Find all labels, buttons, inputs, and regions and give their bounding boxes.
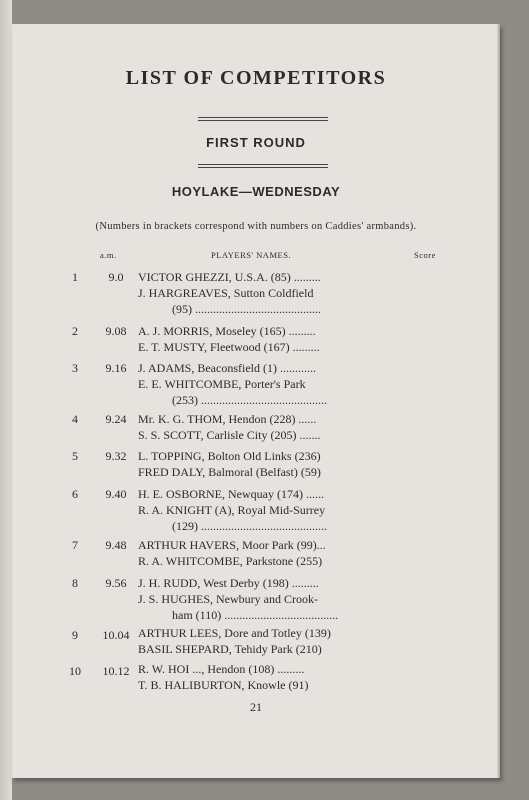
pairing-number: 5 xyxy=(72,449,78,463)
player-one: R. W. HOI ..., Hendon (108) ......... xyxy=(138,662,305,676)
pairing-number: 9 xyxy=(72,628,78,642)
tee-time: 9.24 xyxy=(105,412,127,426)
round-heading: FIRST ROUND xyxy=(206,135,306,150)
tee-time: 10.04 xyxy=(102,628,130,642)
player-continuation: ham (110) ...................................... xyxy=(172,608,339,622)
player-two: T. B. HALIBURTON, Knowle (91) xyxy=(138,678,309,692)
players-column-header: PLAYERS' NAMES. xyxy=(211,250,292,260)
pairing-number: 7 xyxy=(72,538,78,552)
caddie-note: (Numbers in brackets correspond with numbers on Caddies' armbands). xyxy=(95,221,417,232)
score-column-header: Score xyxy=(414,250,436,260)
pairing-number: 3 xyxy=(72,361,78,375)
pairing-number: 4 xyxy=(72,412,78,426)
player-one: L. TOPPING, Bolton Old Links (236) xyxy=(138,449,321,463)
player-one: J. ADAMS, Beaconsfield (1) ............ xyxy=(138,361,316,375)
player-two: J. S. HUGHES, Newbury and Crook- xyxy=(138,592,318,606)
player-two: BASIL SHEPARD, Tehidy Park (210) xyxy=(138,642,322,656)
player-continuation: (129) .......................................... xyxy=(172,519,327,533)
tee-time: 9.08 xyxy=(105,324,127,338)
program-page xyxy=(12,24,500,778)
player-two: S. S. SCOTT, Carlisle City (205) ....... xyxy=(138,428,321,442)
player-two: E. T. MUSTY, Fleetwood (167) ......... xyxy=(138,340,320,354)
divider-rule xyxy=(198,167,328,168)
tee-time: 10.12 xyxy=(102,664,130,678)
pairing-number: 10 xyxy=(69,664,81,678)
player-two: R. A. WHITCOMBE, Parkstone (255) xyxy=(138,554,323,568)
tee-time: 9.48 xyxy=(105,538,127,552)
tee-time: 9.16 xyxy=(105,361,127,375)
player-one: A. J. MORRIS, Moseley (165) ......... xyxy=(138,324,316,338)
time-column-header: a.m. xyxy=(100,250,117,260)
player-continuation: (95) .......................................... xyxy=(172,302,321,316)
facing-page-edge xyxy=(0,0,12,800)
pairing-number: 6 xyxy=(72,487,78,501)
player-one: H. E. OSBORNE, Newquay (174) ...... xyxy=(138,487,324,501)
tee-time: 9.40 xyxy=(105,487,127,501)
tee-time: 9.56 xyxy=(105,576,127,590)
player-two: J. HARGREAVES, Sutton Coldfield xyxy=(138,286,314,300)
page-title: LIST OF COMPETITORS xyxy=(125,67,387,89)
tee-time: 9.0 xyxy=(108,270,124,284)
divider-rule xyxy=(198,120,328,121)
divider-rule xyxy=(198,164,328,165)
pairing-number: 1 xyxy=(72,270,78,284)
player-one: VICTOR GHEZZI, U.S.A. (85) ......... xyxy=(138,270,321,284)
tee-time: 9.32 xyxy=(105,449,127,463)
pairing-number: 8 xyxy=(72,576,78,590)
player-one: ARTHUR HAVERS, Moor Park (99)... xyxy=(138,538,326,552)
player-continuation: (253) .......................................... xyxy=(172,393,327,407)
page-number: 21 xyxy=(250,700,262,714)
player-two: FRED DALY, Balmoral (Belfast) (59) xyxy=(138,465,321,479)
player-one: Mr. K. G. THOM, Hendon (228) ...... xyxy=(138,412,317,426)
pairing-number: 2 xyxy=(72,324,78,338)
player-one: ARTHUR LEES, Dore and Totley (139) xyxy=(138,626,331,640)
player-one: J. H. RUDD, West Derby (198) ......... xyxy=(138,576,319,590)
divider-rule xyxy=(198,117,328,118)
venue-heading: HOYLAKE—WEDNESDAY xyxy=(171,184,341,199)
player-two: E. E. WHITCOMBE, Porter's Park xyxy=(138,377,306,391)
player-two: R. A. KNIGHT (A), Royal Mid-Surrey xyxy=(138,503,326,517)
